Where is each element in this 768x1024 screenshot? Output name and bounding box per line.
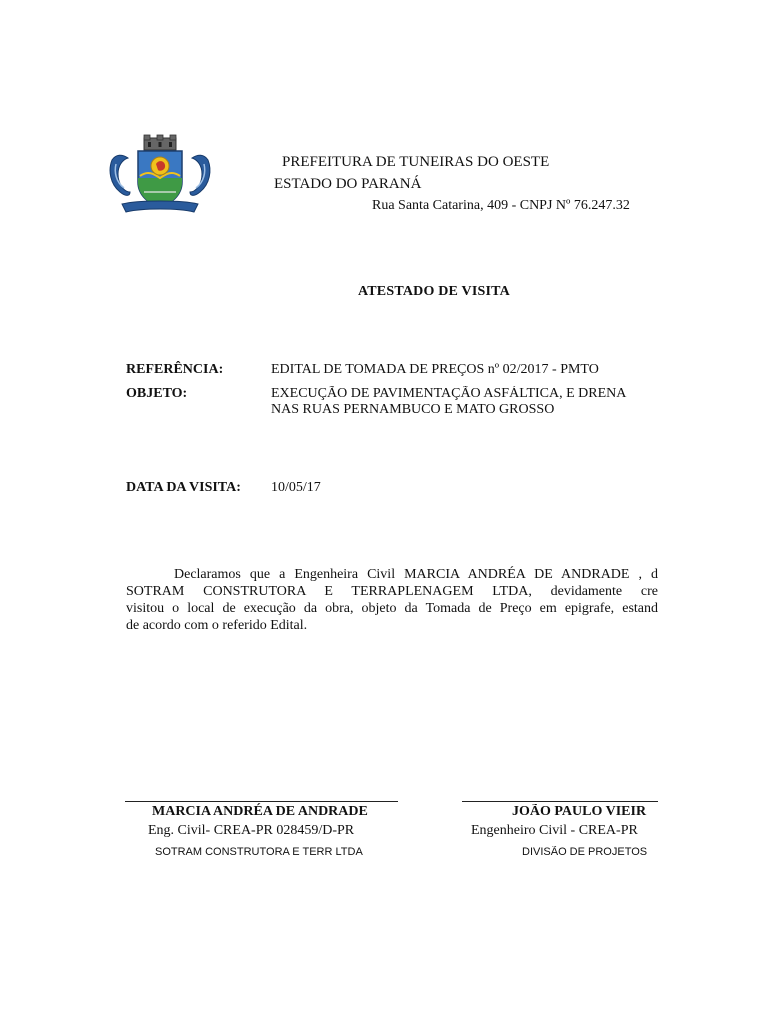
signatory-1-role: Eng. Civil- CREA-PR 028459/D-PR [148, 823, 355, 838]
objeto-label: OBJETO: [126, 386, 188, 401]
signatory-2-role: Engenheiro Civil - CREA-PR [471, 823, 638, 838]
signatory-2-org: DIVISÃO DE PROJETOS [522, 846, 648, 858]
signature-line-1 [125, 801, 398, 802]
header-municipality: PREFEITURA DE TUNEIRAS DO OESTE [282, 154, 550, 170]
declaration-paragraph [126, 566, 658, 634]
document-title: ATESTADO DE VISITA [358, 284, 510, 299]
objeto-value-line1: EXECUÇÃO DE PAVIMENTAÇÃO ASFÁLTICA, E DRENA [271, 386, 627, 401]
signatory-1-org: SOTRAM CONSTRUTORA E TERR LTDA [155, 846, 363, 858]
referencia-value: EDITAL DE TOMADA DE PREÇOS nº 02/2017 - PMTO [271, 362, 599, 377]
declaration-line: visitou o local de execução da obra, objeto da Tomada de Preço em epigrafe, estand [126, 601, 658, 616]
declaration-line: de acordo com o referido Edital. [126, 618, 308, 633]
data-visita-label: DATA DA VISITA: [126, 480, 241, 495]
signatory-1-name: MARCIA ANDRÉA DE ANDRADE [152, 804, 368, 819]
header-state: ESTADO DO PARANÁ [274, 176, 422, 192]
signatory-2-name: JOÃO PAULO VIEIR [512, 804, 647, 819]
data-visita-value: 10/05/17 [271, 480, 321, 495]
declaration-line: SOTRAM CONSTRUTORA E TERRAPLENAGEM LTDA, devidamente cre [126, 584, 658, 599]
referencia-label: REFERÊNCIA: [126, 362, 224, 377]
declaration-line: Declaramos que a Engenheira Civil MARCIA ANDRÉA DE ANDRADE , d [174, 567, 658, 582]
municipal-coat-of-arms-icon [108, 134, 212, 214]
objeto-value-line2: NAS RUAS PERNAMBUCO E MATO GROSSO [271, 402, 555, 417]
signature-line-2 [462, 801, 658, 802]
header-address: Rua Santa Catarina, 409 - CNPJ Nº 76.247.32 [372, 198, 630, 213]
